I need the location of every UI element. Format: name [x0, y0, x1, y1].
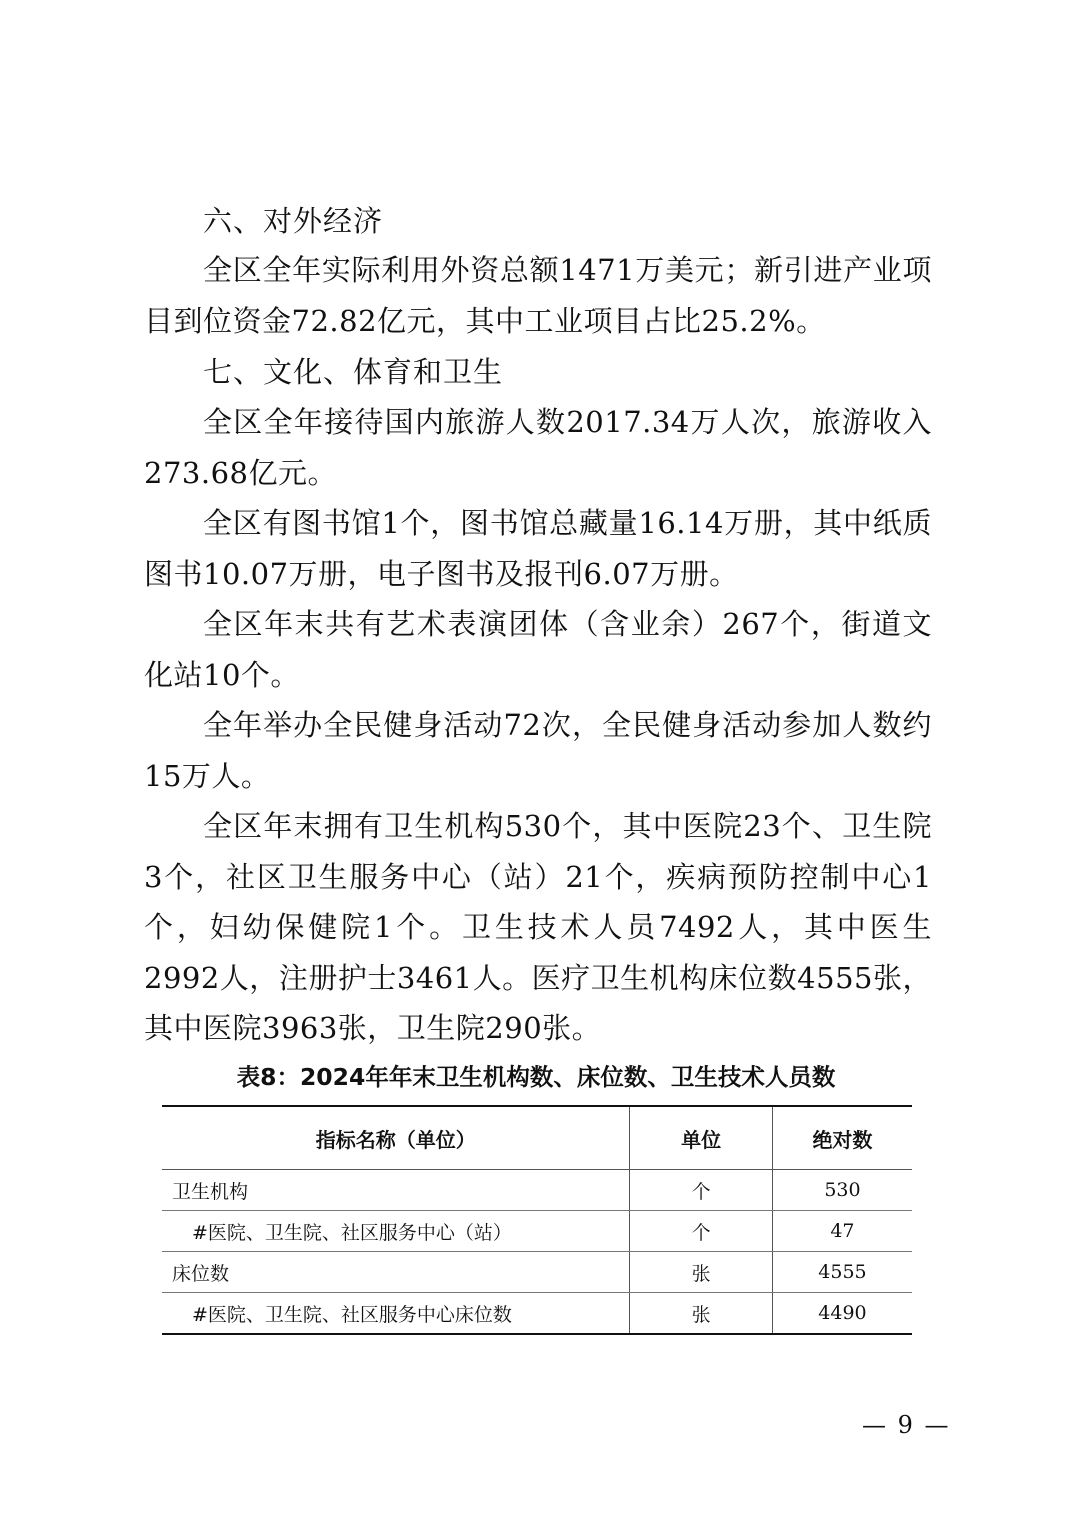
- paragraph-fitness: 全年举办全民健身活动72次，全民健身活动参加人数约15万人。: [144, 708, 932, 793]
- table-row: [162, 1293, 912, 1335]
- paragraph-tourism: 全区全年接待国内旅游人数2017.34万人次，旅游收入273.68亿元。: [144, 405, 932, 490]
- paragraph-art-troupes: 全区年末共有艺术表演团体（含业余）267个，街道文化站10个。: [144, 607, 932, 692]
- column-header-unit: 单位: [630, 1106, 772, 1170]
- row-name: #医院、卫生院、社区服务中心床位数: [162, 1293, 630, 1335]
- row-name: 卫生机构: [162, 1170, 630, 1211]
- table-header-row: [162, 1106, 912, 1170]
- row-unit: 个: [630, 1170, 772, 1211]
- row-value: 4490: [772, 1293, 912, 1335]
- row-value: 4555: [772, 1252, 912, 1293]
- row-unit: 个: [630, 1211, 772, 1252]
- table-row: [162, 1252, 912, 1293]
- table-row: [162, 1211, 912, 1252]
- row-unit: 张: [630, 1293, 772, 1335]
- paragraph-health-institutions: 全区年末拥有卫生机构530个，其中医院23个、卫生院3个，社区卫生服务中心（站）21个，疾病预防控制中心1个，妇幼保健院1个。卫生技术人员7492人，其中医生2992人，注册护士3461人。医疗卫生机构床位数4555张，其中医院3963张，卫生院290张。: [144, 809, 932, 1045]
- row-name: 床位数: [162, 1252, 630, 1293]
- page-number: — 9 —: [862, 1411, 951, 1439]
- column-header-value: 绝对数: [772, 1106, 912, 1170]
- paragraph-library: 全区有图书馆1个，图书馆总藏量16.14万册，其中纸质图书10.07万册，电子图书及报刊6.07万册。: [144, 506, 932, 591]
- row-value: 47: [772, 1211, 912, 1252]
- table-caption: 表8：2024年年末卫生机构数、床位数、卫生技术人员数: [236, 1063, 836, 1091]
- column-header-indicator: 指标名称（单位）: [162, 1106, 630, 1170]
- section-heading-culture-sports-health: 七、文化、体育和卫生: [203, 355, 504, 389]
- section-heading-foreign-economy: 六、对外经济: [203, 204, 384, 238]
- paragraph-foreign-investment: 全区全年实际利用外资总额1471万美元；新引进产业项目到位资金72.82亿元，其中工业项目占比25.2%。: [144, 253, 932, 338]
- health-statistics-table: [162, 1105, 912, 1335]
- row-value: 530: [772, 1170, 912, 1211]
- table-row: [162, 1170, 912, 1211]
- row-name: #医院、卫生院、社区服务中心（站）: [162, 1211, 630, 1252]
- row-unit: 张: [630, 1252, 772, 1293]
